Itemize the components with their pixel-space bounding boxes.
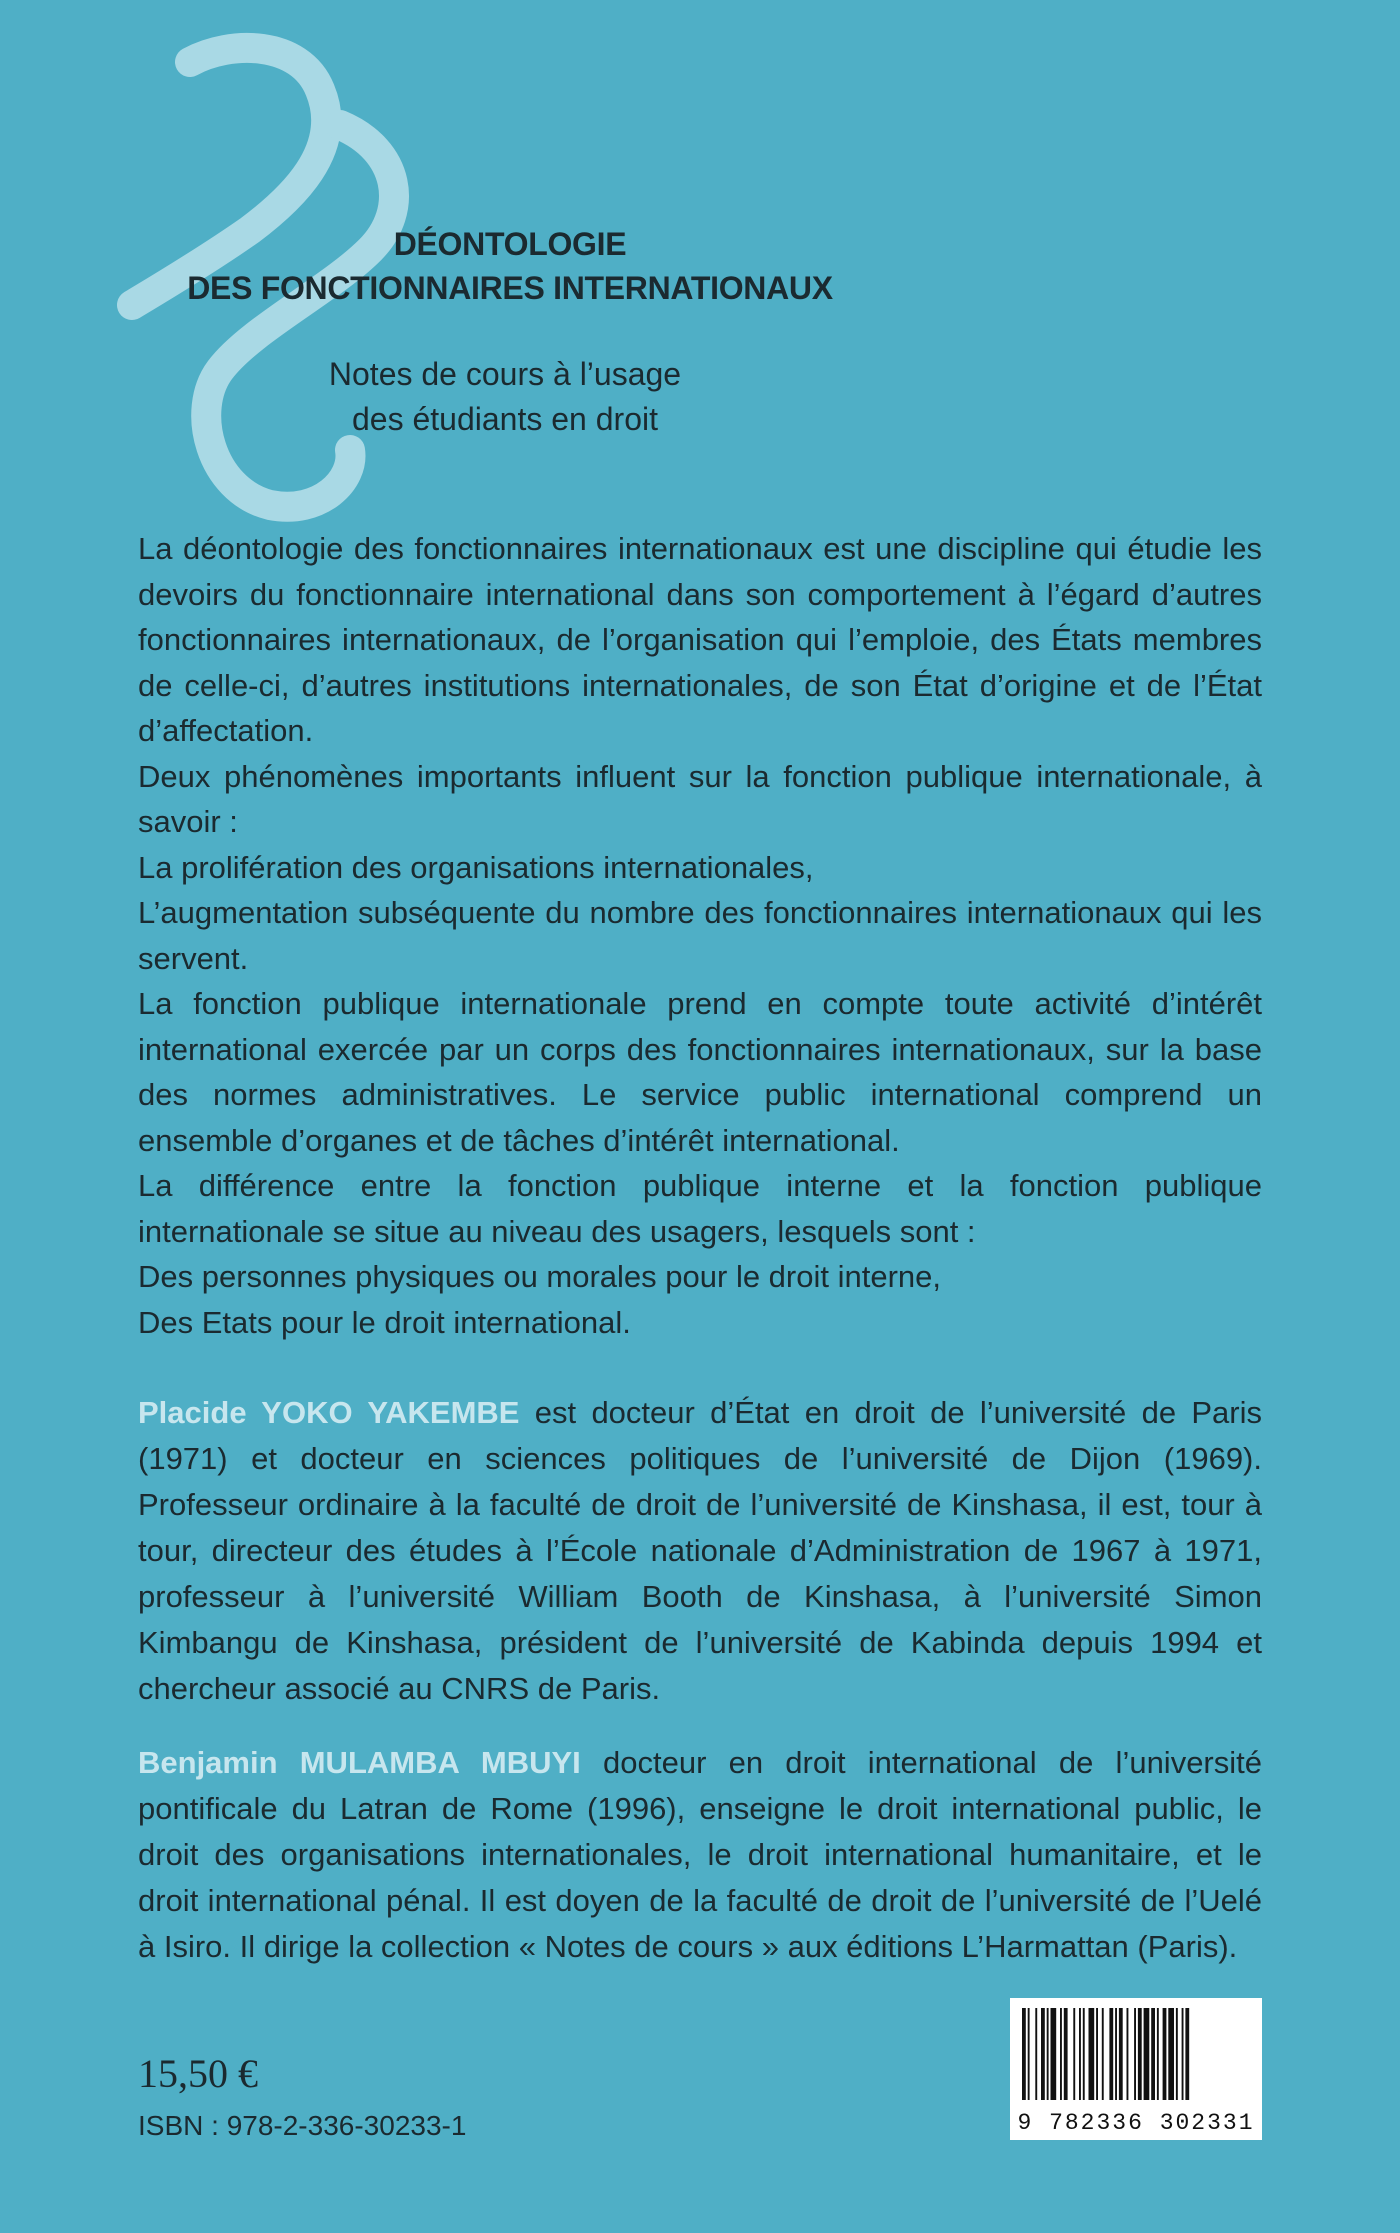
book-subtitle <box>230 352 780 442</box>
barcode-bar <box>1144 2008 1150 2100</box>
barcode-bar <box>1047 2008 1049 2100</box>
summary-paragraph-1: La déontologie des fonctionnaires internationaux est une discipline qui étudie les devoirs du fonctionnaire international dans son comportement à l’égard d’autres fonctionnaires internationaux, de l’organisation qui l’emploie, des États membres de celle-ci, d’autres institutions internationales, de son État d’origine et de l’État d’affectation. <box>138 531 1262 748</box>
author-2-bio <box>138 1740 1262 1970</box>
isbn: ISBN : 978-2-336-30233-1 <box>138 2110 467 2141</box>
subtitle-line-1: Notes de cours à l’usage <box>328 356 682 392</box>
barcode-bar <box>1035 2008 1037 2100</box>
barcode-bar <box>1079 2008 1081 2100</box>
barcode-bar <box>1060 2008 1062 2100</box>
barcode-number: 9 782336 302331 <box>1017 2110 1255 2136</box>
title-line-1: DÉONTOLOGIE <box>393 226 627 262</box>
subtitle-line-2: des étudiants en droit <box>352 401 658 437</box>
summary-paragraph-7: Des personnes physiques ou morales pour le droit interne, <box>138 1259 942 1294</box>
summary-paragraph-2: Deux phénomènes importants influent sur la fonction publique internationale, à savoir : <box>138 758 1262 839</box>
barcode-bar <box>1102 2008 1104 2100</box>
barcode-bar <box>1073 2008 1075 2100</box>
barcode-bar <box>1182 2008 1184 2100</box>
barcode-bar <box>1064 2008 1068 2100</box>
barcode-bar <box>1127 2008 1129 2100</box>
barcode-bar <box>1138 2008 1142 2100</box>
author-1-bio-text: est docteur d’État en droit de l’université de Paris (1971) et docteur en sciences politiques de l’université de Dijon (1969). Professeur ordinaire à la faculté de droit de l’université de Kinshasa, il est, tour à tour, directeur des études à l’École nationale d’Administration de 1967 à 1971, professeur à l’université William Booth de Kinshasa, à l’université Simon Kimbangu de Kinshasa, président de l’université de Kabinda depuis 1994 et chercheur associé au CNRS de Paris. <box>138 1395 1262 1706</box>
barcode-bars <box>1010 1998 1262 2110</box>
barcode-bar <box>1089 2008 1095 2100</box>
summary-paragraph-3: La prolifération des organisations internationales, <box>138 849 814 885</box>
author-1-bio <box>138 1390 1262 1712</box>
price: 15,50 € <box>138 2051 258 2096</box>
barcode-bar <box>1041 2008 1045 2100</box>
book-title <box>150 222 870 310</box>
author-2-name: Benjamin MULAMBA MBUYI <box>138 1745 581 1780</box>
barcode-bar <box>1096 2008 1098 2100</box>
barcode-bar <box>1051 2008 1057 2100</box>
barcode-bar <box>1168 2008 1174 2100</box>
barcode-bar <box>1119 2008 1123 2100</box>
barcode-bar <box>1134 2008 1136 2100</box>
barcode-bar <box>1115 2008 1117 2100</box>
barcode-bar <box>1028 2008 1030 2100</box>
barcode-bar <box>1157 2008 1159 2100</box>
barcode-bar <box>1109 2008 1113 2100</box>
barcode <box>1010 1998 1262 2140</box>
summary-text <box>138 526 1262 1345</box>
barcode-bar <box>1151 2008 1155 2100</box>
barcode-bar <box>1163 2008 1167 2100</box>
summary-paragraph-6: La différence entre la fonction publique interne et la fonction publique internationale se situe au niveau des usagers, lesquels sont : <box>138 1168 1262 1249</box>
barcode-bar <box>1185 2008 1189 2100</box>
title-line-2: DES FONCTIONNAIRES INTERNATIONAUX <box>187 270 833 306</box>
barcode-bar <box>1083 2008 1085 2100</box>
summary-paragraph-4: L’augmentation subséquente du nombre des fonctionnaires internationaux qui les servent. <box>138 895 1262 976</box>
barcode-bar <box>1176 2008 1178 2100</box>
barcode-bar <box>1022 2008 1026 2100</box>
author-1-name: Placide YOKO YAKEMBE <box>138 1395 520 1430</box>
summary-paragraph-8: Des Etats pour le droit international. <box>138 1304 631 1340</box>
summary-paragraph-5: La fonction publique internationale prend en compte toute activité d’intérêt international exercée par un corps des fonctionnaires internationaux, sur la base des normes administratives. Le service public international comprend un ensemble d’organes et de tâches d’intérêt international. <box>138 986 1262 1158</box>
author-2-bio-text: docteur en droit international de l’université pontificale du Latran de Rome (1996), enseigne le droit international public, le droit des organisations internationales, le droit international humanitaire, et le droit international pénal. Il est doyen de la faculté de droit de l’université de l’Uelé à Isiro. Il dirige la collection « Notes de cours » aux éditions L’Harmattan (Paris). <box>138 1745 1262 1964</box>
